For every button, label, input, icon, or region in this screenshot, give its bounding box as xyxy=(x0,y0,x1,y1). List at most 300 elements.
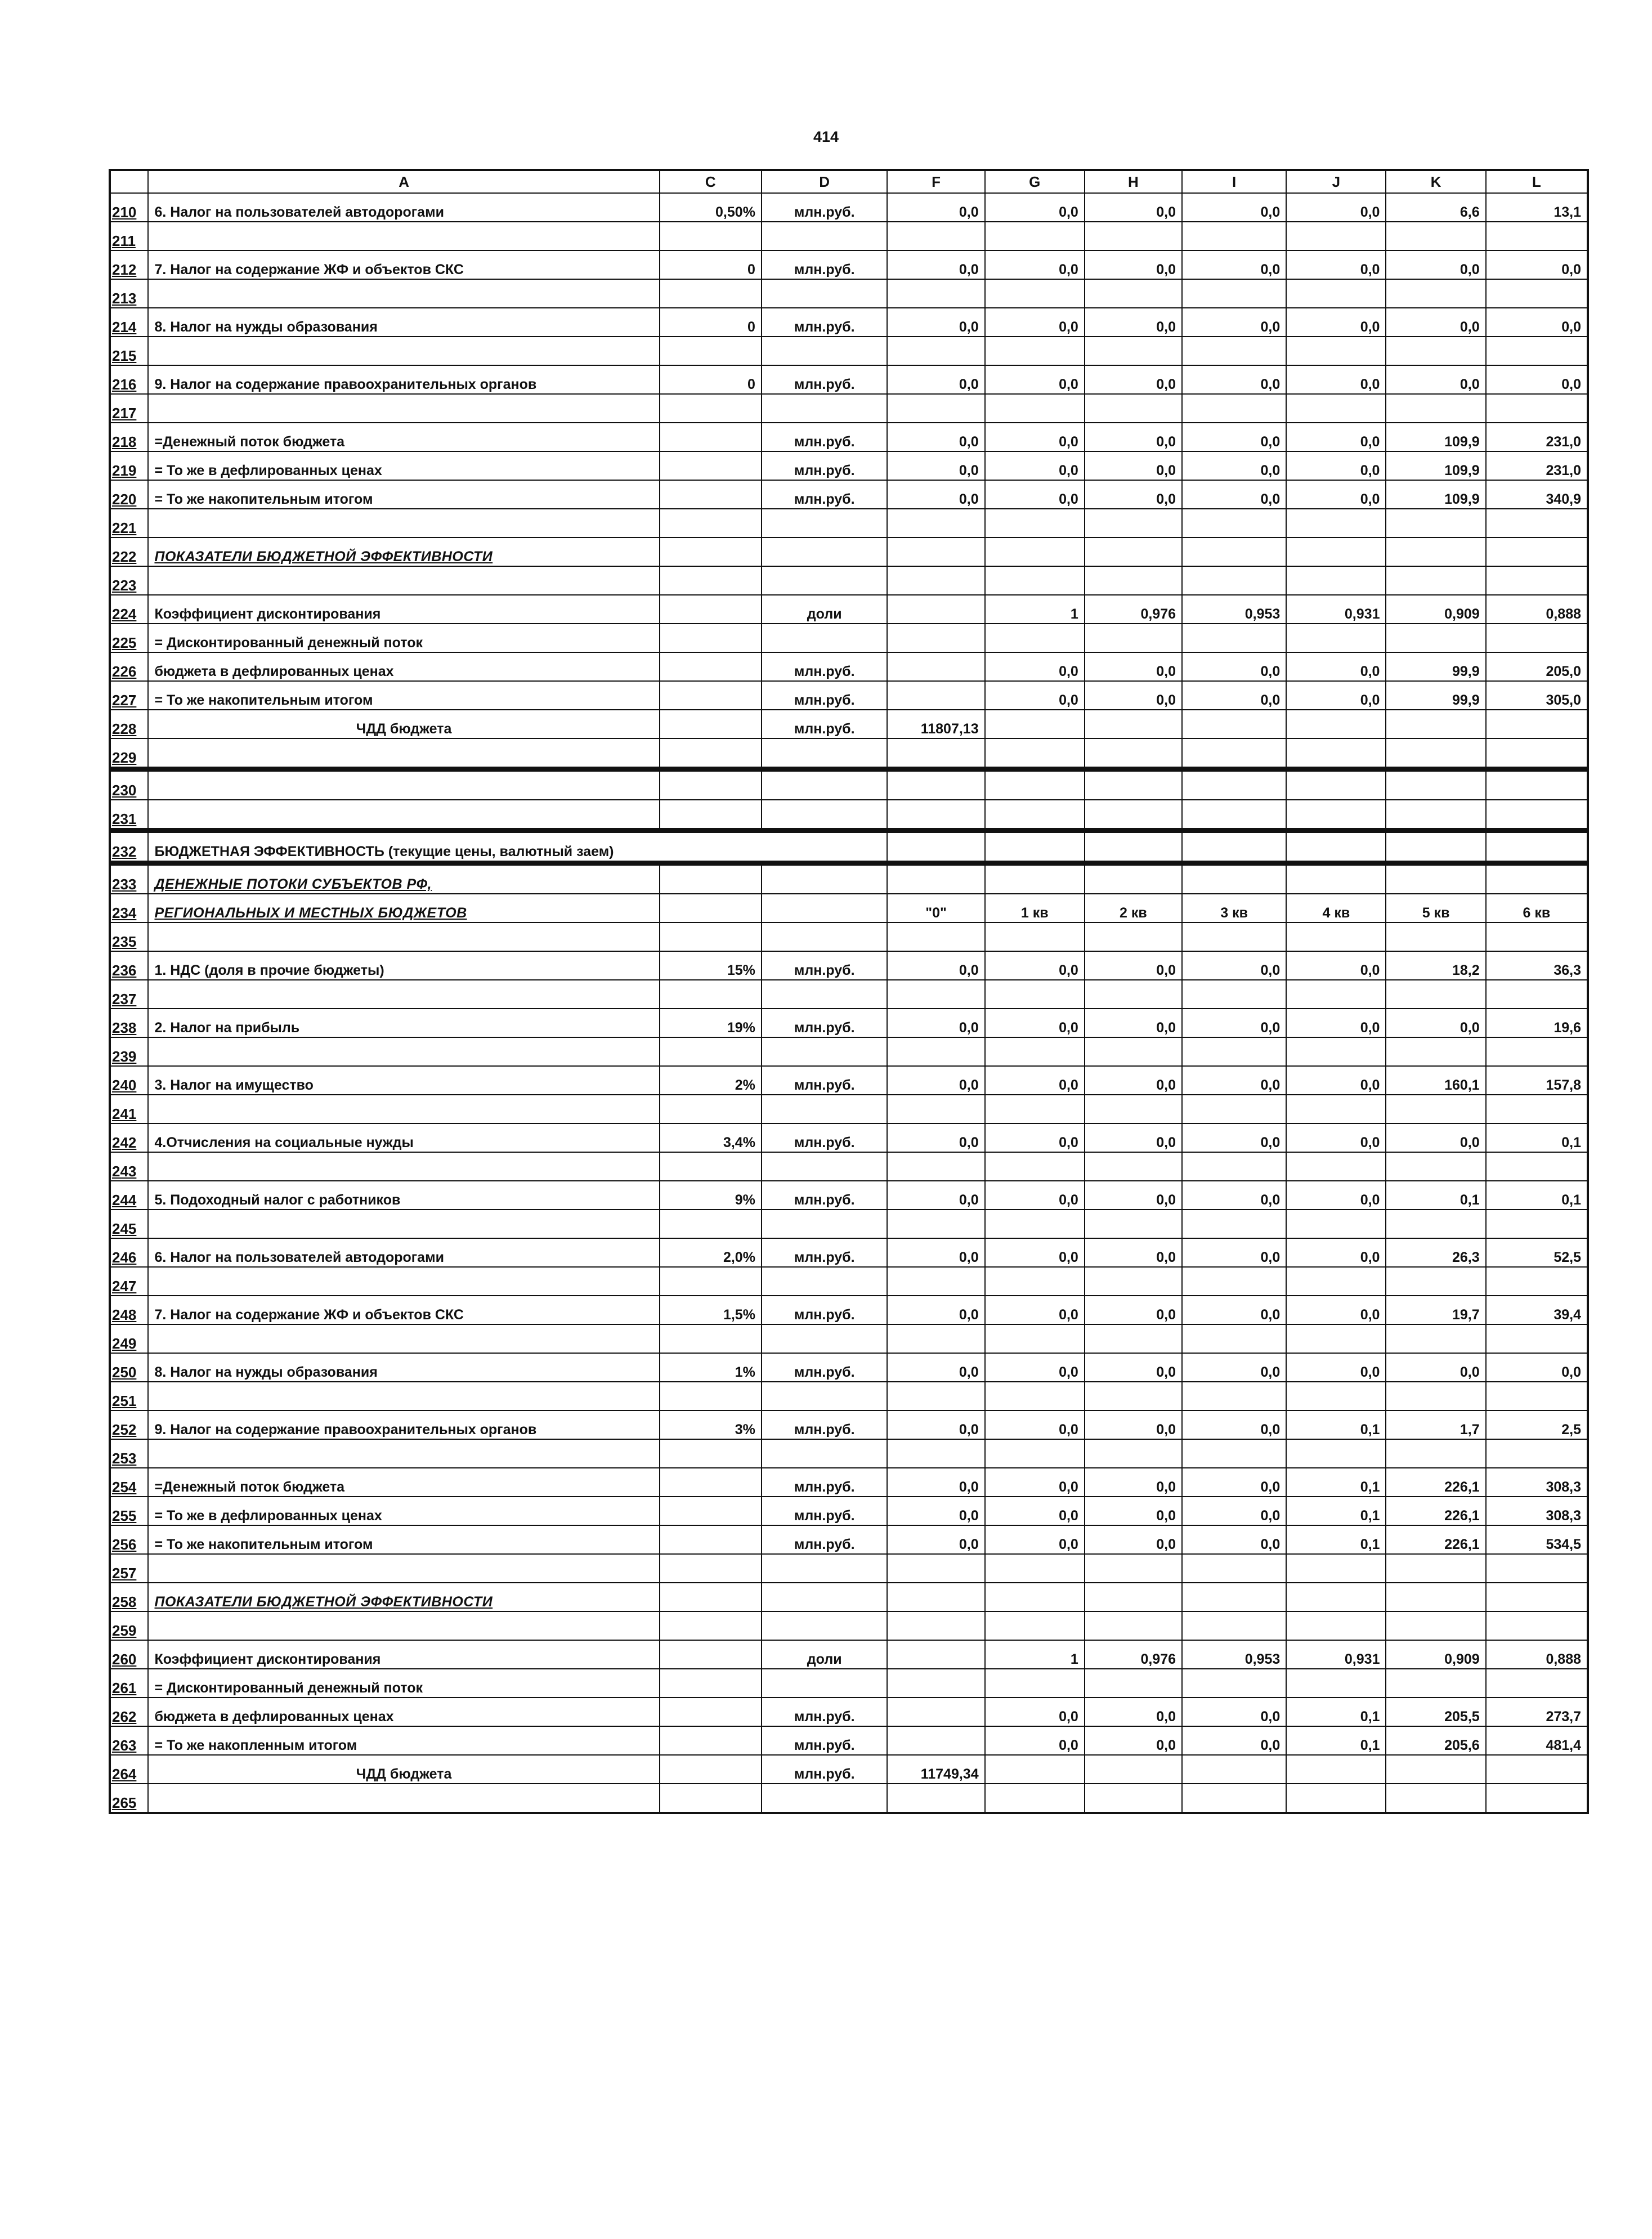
row-number[interactable]: 230 xyxy=(110,769,148,800)
value-cell[interactable]: 0,0 xyxy=(1085,652,1182,681)
value-cell[interactable] xyxy=(1286,509,1386,538)
value-cell[interactable]: 0,1 xyxy=(1286,1726,1386,1755)
rate-cell[interactable] xyxy=(660,1439,762,1468)
rate-cell[interactable] xyxy=(660,863,762,894)
value-cell[interactable] xyxy=(1286,1382,1386,1410)
row-label-cell[interactable]: = То же накопительным итогом xyxy=(148,681,659,710)
value-cell[interactable]: 0,0 xyxy=(1182,308,1286,337)
value-cell[interactable] xyxy=(887,394,984,423)
row-label-cell[interactable] xyxy=(148,1267,659,1296)
unit-cell[interactable]: млн.руб. xyxy=(762,710,888,738)
rate-cell[interactable] xyxy=(660,769,762,800)
value-cell[interactable]: 0,0 xyxy=(1286,1123,1386,1152)
value-cell[interactable]: 0,0 xyxy=(887,1066,984,1095)
unit-cell[interactable] xyxy=(762,1267,888,1296)
row-number[interactable]: 229 xyxy=(110,738,148,769)
value-cell[interactable] xyxy=(1486,831,1588,863)
value-cell[interactable]: 0,0 xyxy=(1386,1123,1485,1152)
rate-cell[interactable] xyxy=(660,1324,762,1353)
value-cell[interactable]: 0,0 xyxy=(1286,423,1386,451)
value-cell[interactable] xyxy=(1182,738,1286,769)
row-label-cell[interactable]: 3. Налог на имущество xyxy=(148,1066,659,1095)
value-cell[interactable]: 0,1 xyxy=(1286,1410,1386,1439)
value-cell[interactable] xyxy=(1386,738,1485,769)
unit-cell[interactable]: млн.руб. xyxy=(762,1497,888,1525)
row-label-cell[interactable]: = То же в дефлированных ценах xyxy=(148,451,659,480)
value-cell[interactable]: 0,0 xyxy=(985,365,1085,394)
unit-cell[interactable] xyxy=(762,538,888,566)
rate-cell[interactable] xyxy=(660,451,762,480)
unit-cell[interactable] xyxy=(762,800,888,831)
value-cell[interactable]: 0,0 xyxy=(1286,951,1386,980)
value-cell[interactable]: 0,0 xyxy=(1085,1181,1182,1210)
value-cell[interactable] xyxy=(1085,1611,1182,1640)
value-cell[interactable]: 11807,13 xyxy=(887,710,984,738)
value-cell[interactable]: 0,0 xyxy=(1182,1296,1286,1324)
value-cell[interactable]: 0,0 xyxy=(1286,308,1386,337)
value-cell[interactable] xyxy=(1486,1583,1588,1611)
rate-cell[interactable]: 0 xyxy=(660,250,762,279)
value-cell[interactable]: 0,953 xyxy=(1182,1640,1286,1669)
row-number[interactable]: 236 xyxy=(110,951,148,980)
value-cell[interactable] xyxy=(1286,1152,1386,1181)
value-cell[interactable] xyxy=(1182,1784,1286,1813)
value-cell[interactable] xyxy=(1085,980,1182,1009)
value-cell[interactable] xyxy=(1182,1324,1286,1353)
value-cell[interactable] xyxy=(887,1669,984,1698)
value-cell[interactable]: 0,0 xyxy=(1182,652,1286,681)
value-cell[interactable] xyxy=(985,831,1085,863)
value-cell[interactable] xyxy=(887,222,984,250)
row-number[interactable]: 246 xyxy=(110,1238,148,1267)
row-label-cell[interactable]: = То же накопительным итогом xyxy=(148,1525,659,1554)
value-cell[interactable] xyxy=(1486,738,1588,769)
value-cell[interactable] xyxy=(985,566,1085,595)
value-cell[interactable]: 0,976 xyxy=(1085,595,1182,624)
value-cell[interactable]: 0,0 xyxy=(887,250,984,279)
value-cell[interactable] xyxy=(1386,1755,1485,1784)
value-cell[interactable] xyxy=(1486,337,1588,365)
rate-cell[interactable]: 0,50% xyxy=(660,193,762,222)
unit-cell[interactable] xyxy=(762,222,888,250)
rate-cell[interactable] xyxy=(660,509,762,538)
row-label-cell[interactable]: =Денежный поток бюджета xyxy=(148,1468,659,1497)
value-cell[interactable]: 0,0 xyxy=(1182,250,1286,279)
value-cell[interactable]: 308,3 xyxy=(1486,1497,1588,1525)
rate-cell[interactable]: 2% xyxy=(660,1066,762,1095)
value-cell[interactable]: 0,0 xyxy=(1386,1009,1485,1037)
value-cell[interactable] xyxy=(1286,1554,1386,1583)
row-label-cell[interactable]: 9. Налог на содержание правоохранительных органов xyxy=(148,1410,659,1439)
value-cell[interactable]: 0,0 xyxy=(1486,1353,1588,1382)
value-cell[interactable] xyxy=(887,1324,984,1353)
value-cell[interactable]: 0,0 xyxy=(1085,480,1182,509)
row-number[interactable]: 221 xyxy=(110,509,148,538)
value-cell[interactable] xyxy=(1085,509,1182,538)
rate-cell[interactable] xyxy=(660,423,762,451)
unit-cell[interactable]: млн.руб. xyxy=(762,193,888,222)
value-cell[interactable]: 0,888 xyxy=(1486,595,1588,624)
value-cell[interactable] xyxy=(985,1095,1085,1123)
column-header-k[interactable]: K xyxy=(1386,170,1485,193)
row-number[interactable]: 224 xyxy=(110,595,148,624)
value-cell[interactable] xyxy=(887,1784,984,1813)
value-cell[interactable] xyxy=(1486,1669,1588,1698)
row-number[interactable]: 258 xyxy=(110,1583,148,1611)
row-label-cell[interactable] xyxy=(148,566,659,595)
row-number[interactable]: 215 xyxy=(110,337,148,365)
row-number[interactable]: 239 xyxy=(110,1037,148,1066)
rate-cell[interactable] xyxy=(660,1095,762,1123)
value-cell[interactable] xyxy=(1286,980,1386,1009)
value-cell[interactable]: 0,0 xyxy=(1286,1238,1386,1267)
value-cell[interactable] xyxy=(1386,1611,1485,1640)
value-cell[interactable] xyxy=(1085,1669,1182,1698)
row-number[interactable]: 211 xyxy=(110,222,148,250)
value-cell[interactable]: 109,9 xyxy=(1386,451,1485,480)
value-cell[interactable] xyxy=(985,1324,1085,1353)
row-label-cell[interactable]: =Денежный поток бюджета xyxy=(148,423,659,451)
unit-cell[interactable] xyxy=(762,980,888,1009)
value-cell[interactable] xyxy=(1286,624,1386,652)
value-cell[interactable]: 0,909 xyxy=(1386,595,1485,624)
unit-cell[interactable]: млн.руб. xyxy=(762,308,888,337)
value-cell[interactable]: 0,0 xyxy=(887,1009,984,1037)
value-cell[interactable]: 0,0 xyxy=(1085,1009,1182,1037)
value-cell[interactable] xyxy=(1386,1382,1485,1410)
row-label-cell[interactable]: 8. Налог на нужды образования xyxy=(148,1353,659,1382)
value-cell[interactable] xyxy=(1085,1382,1182,1410)
value-cell[interactable] xyxy=(1182,831,1286,863)
value-cell[interactable] xyxy=(1386,1267,1485,1296)
row-label-cell[interactable]: = То же накопительным итогом xyxy=(148,480,659,509)
unit-cell[interactable] xyxy=(762,1439,888,1468)
value-cell[interactable] xyxy=(1486,538,1588,566)
value-cell[interactable] xyxy=(1182,566,1286,595)
row-label-cell[interactable] xyxy=(148,1210,659,1238)
unit-cell[interactable] xyxy=(762,1324,888,1353)
row-number[interactable]: 244 xyxy=(110,1181,148,1210)
unit-cell[interactable] xyxy=(762,1554,888,1583)
rate-cell[interactable] xyxy=(660,1382,762,1410)
value-cell[interactable] xyxy=(887,831,984,863)
value-cell[interactable] xyxy=(887,863,984,894)
corner-header-cell[interactable] xyxy=(110,170,148,193)
rate-cell[interactable] xyxy=(660,595,762,624)
value-cell[interactable] xyxy=(1286,710,1386,738)
value-cell[interactable] xyxy=(1386,1583,1485,1611)
value-cell[interactable] xyxy=(1386,1324,1485,1353)
row-number[interactable]: 262 xyxy=(110,1698,148,1726)
value-cell[interactable] xyxy=(985,337,1085,365)
value-cell[interactable] xyxy=(1486,624,1588,652)
unit-cell[interactable] xyxy=(762,1784,888,1813)
value-cell[interactable]: 52,5 xyxy=(1486,1238,1588,1267)
row-label-cell[interactable]: = То же в дефлированных ценах xyxy=(148,1497,659,1525)
value-cell[interactable] xyxy=(1386,538,1485,566)
value-cell[interactable]: 0,1 xyxy=(1486,1123,1588,1152)
value-cell[interactable]: 0,0 xyxy=(1182,1066,1286,1095)
row-label-cell[interactable] xyxy=(148,923,659,951)
rate-cell[interactable]: 3% xyxy=(660,1410,762,1439)
unit-cell[interactable]: млн.руб. xyxy=(762,1755,888,1784)
row-label-cell[interactable] xyxy=(148,1382,659,1410)
value-cell[interactable]: 0,0 xyxy=(1085,1410,1182,1439)
rate-cell[interactable]: 1,5% xyxy=(660,1296,762,1324)
value-cell[interactable] xyxy=(887,595,984,624)
value-cell[interactable]: 0,0 xyxy=(985,1123,1085,1152)
value-cell[interactable]: 0,0 xyxy=(1085,1238,1182,1267)
unit-cell[interactable] xyxy=(762,1095,888,1123)
unit-cell[interactable] xyxy=(762,738,888,769)
unit-cell[interactable]: млн.руб. xyxy=(762,250,888,279)
row-number[interactable]: 233 xyxy=(110,863,148,894)
value-cell[interactable]: 0,0 xyxy=(1286,1009,1386,1037)
value-cell[interactable] xyxy=(1386,509,1485,538)
row-number[interactable]: 241 xyxy=(110,1095,148,1123)
value-cell[interactable]: 0,1 xyxy=(1486,1181,1588,1210)
value-cell[interactable] xyxy=(1085,337,1182,365)
row-label-cell[interactable] xyxy=(148,1784,659,1813)
value-cell[interactable] xyxy=(1286,337,1386,365)
unit-cell[interactable] xyxy=(762,863,888,894)
value-cell[interactable]: 1 кв xyxy=(985,894,1085,923)
row-label-cell[interactable] xyxy=(148,1554,659,1583)
value-cell[interactable]: 0,0 xyxy=(887,1123,984,1152)
value-cell[interactable] xyxy=(1486,1784,1588,1813)
row-number[interactable]: 265 xyxy=(110,1784,148,1813)
value-cell[interactable]: 0,0 xyxy=(985,423,1085,451)
value-cell[interactable] xyxy=(887,1037,984,1066)
value-cell[interactable] xyxy=(1182,509,1286,538)
unit-cell[interactable] xyxy=(762,624,888,652)
value-cell[interactable]: 0,0 xyxy=(887,1238,984,1267)
value-cell[interactable] xyxy=(1182,1095,1286,1123)
row-number[interactable]: 227 xyxy=(110,681,148,710)
value-cell[interactable] xyxy=(1486,769,1588,800)
value-cell[interactable]: 160,1 xyxy=(1386,1066,1485,1095)
value-cell[interactable] xyxy=(1486,1037,1588,1066)
value-cell[interactable] xyxy=(1486,1611,1588,1640)
value-cell[interactable]: 0,0 xyxy=(1286,681,1386,710)
value-cell[interactable]: 0,953 xyxy=(1182,595,1286,624)
row-number[interactable]: 238 xyxy=(110,1009,148,1037)
value-cell[interactable]: 99,9 xyxy=(1386,681,1485,710)
value-cell[interactable]: 0,0 xyxy=(985,1353,1085,1382)
value-cell[interactable]: 0,0 xyxy=(1286,365,1386,394)
unit-cell[interactable] xyxy=(762,337,888,365)
row-label-cell[interactable]: 5. Подоходный налог с работников xyxy=(148,1181,659,1210)
value-cell[interactable]: 226,1 xyxy=(1386,1497,1485,1525)
value-cell[interactable]: 26,3 xyxy=(1386,1238,1485,1267)
value-cell[interactable]: 0,0 xyxy=(1085,250,1182,279)
value-cell[interactable]: "0" xyxy=(887,894,984,923)
value-cell[interactable] xyxy=(1486,800,1588,831)
value-cell[interactable] xyxy=(1286,738,1386,769)
value-cell[interactable]: 0,0 xyxy=(985,451,1085,480)
value-cell[interactable]: 0,0 xyxy=(1085,1353,1182,1382)
value-cell[interactable]: 18,2 xyxy=(1386,951,1485,980)
value-cell[interactable]: 0,0 xyxy=(1085,308,1182,337)
value-cell[interactable] xyxy=(1286,1210,1386,1238)
row-number[interactable]: 225 xyxy=(110,624,148,652)
column-header-c[interactable]: C xyxy=(660,170,762,193)
value-cell[interactable] xyxy=(1182,1382,1286,1410)
value-cell[interactable]: 0,1 xyxy=(1386,1181,1485,1210)
value-cell[interactable] xyxy=(1286,566,1386,595)
value-cell[interactable] xyxy=(1286,863,1386,894)
value-cell[interactable]: 0,0 xyxy=(887,451,984,480)
value-cell[interactable]: 0,0 xyxy=(1085,193,1182,222)
value-cell[interactable] xyxy=(887,800,984,831)
value-cell[interactable]: 205,5 xyxy=(1386,1698,1485,1726)
rate-cell[interactable] xyxy=(660,1468,762,1497)
value-cell[interactable] xyxy=(1182,1210,1286,1238)
value-cell[interactable]: 0,0 xyxy=(1182,365,1286,394)
rate-cell[interactable]: 1% xyxy=(660,1353,762,1382)
value-cell[interactable]: 0,0 xyxy=(1182,1238,1286,1267)
value-cell[interactable] xyxy=(887,1583,984,1611)
row-label-cell[interactable]: ЧДД бюджета xyxy=(148,710,659,738)
value-cell[interactable] xyxy=(1286,769,1386,800)
value-cell[interactable] xyxy=(1486,923,1588,951)
column-header-f[interactable]: F xyxy=(887,170,984,193)
value-cell[interactable] xyxy=(985,394,1085,423)
row-number[interactable]: 257 xyxy=(110,1554,148,1583)
value-cell[interactable]: 0,0 xyxy=(1386,308,1485,337)
value-cell[interactable] xyxy=(1386,222,1485,250)
row-label-cell[interactable]: ПОКАЗАТЕЛИ БЮДЖЕТНОЙ ЭФФЕКТИВНОСТИ xyxy=(148,1583,659,1611)
value-cell[interactable]: 226,1 xyxy=(1386,1525,1485,1554)
rate-cell[interactable]: 0 xyxy=(660,365,762,394)
row-label-cell[interactable]: 2. Налог на прибыль xyxy=(148,1009,659,1037)
row-number[interactable]: 219 xyxy=(110,451,148,480)
unit-cell[interactable]: доли xyxy=(762,1640,888,1669)
rate-cell[interactable] xyxy=(660,1267,762,1296)
value-cell[interactable]: 0,0 xyxy=(1182,480,1286,509)
rate-cell[interactable] xyxy=(660,394,762,423)
row-label-cell[interactable]: = То же накопленным итогом xyxy=(148,1726,659,1755)
value-cell[interactable] xyxy=(1085,710,1182,738)
value-cell[interactable]: 0,0 xyxy=(1286,250,1386,279)
value-cell[interactable] xyxy=(1486,1267,1588,1296)
row-label-cell[interactable] xyxy=(148,1152,659,1181)
value-cell[interactable] xyxy=(985,710,1085,738)
value-cell[interactable] xyxy=(1286,800,1386,831)
value-cell[interactable] xyxy=(1085,222,1182,250)
unit-cell[interactable]: млн.руб. xyxy=(762,1009,888,1037)
value-cell[interactable] xyxy=(1386,1784,1485,1813)
value-cell[interactable]: 6,6 xyxy=(1386,193,1485,222)
value-cell[interactable]: 0,0 xyxy=(985,480,1085,509)
value-cell[interactable] xyxy=(1182,1554,1286,1583)
value-cell[interactable] xyxy=(1486,394,1588,423)
value-cell[interactable] xyxy=(1386,800,1485,831)
row-number[interactable]: 248 xyxy=(110,1296,148,1324)
unit-cell[interactable]: доли xyxy=(762,595,888,624)
value-cell[interactable] xyxy=(887,1611,984,1640)
rate-cell[interactable] xyxy=(660,1611,762,1640)
column-header-h[interactable]: H xyxy=(1085,170,1182,193)
value-cell[interactable]: 0,0 xyxy=(887,480,984,509)
value-cell[interactable]: 0,0 xyxy=(985,1238,1085,1267)
value-cell[interactable]: 0,0 xyxy=(1085,451,1182,480)
value-cell[interactable]: 6 кв xyxy=(1486,894,1588,923)
value-cell[interactable] xyxy=(1085,1324,1182,1353)
unit-cell[interactable]: млн.руб. xyxy=(762,1181,888,1210)
value-cell[interactable] xyxy=(887,624,984,652)
value-cell[interactable] xyxy=(1486,1755,1588,1784)
row-label-cell[interactable]: ДЕНЕЖНЫЕ ПОТОКИ СУБЪЕКТОВ РФ, xyxy=(148,863,659,894)
value-cell[interactable]: 109,9 xyxy=(1386,423,1485,451)
row-number[interactable]: 242 xyxy=(110,1123,148,1152)
value-cell[interactable]: 11749,34 xyxy=(887,1755,984,1784)
row-number[interactable]: 232 xyxy=(110,831,148,863)
rate-cell[interactable] xyxy=(660,1784,762,1813)
value-cell[interactable]: 0,0 xyxy=(1182,1410,1286,1439)
value-cell[interactable] xyxy=(1286,1324,1386,1353)
value-cell[interactable]: 0,0 xyxy=(887,1468,984,1497)
value-cell[interactable]: 0,0 xyxy=(887,193,984,222)
value-cell[interactable]: 0,1 xyxy=(1286,1497,1386,1525)
value-cell[interactable]: 0,976 xyxy=(1085,1640,1182,1669)
rate-cell[interactable] xyxy=(660,1755,762,1784)
row-label-cell[interactable] xyxy=(148,980,659,1009)
value-cell[interactable]: 0,0 xyxy=(1286,1296,1386,1324)
row-number[interactable]: 264 xyxy=(110,1755,148,1784)
unit-cell[interactable] xyxy=(762,1583,888,1611)
rate-cell[interactable]: 15% xyxy=(660,951,762,980)
unit-cell[interactable] xyxy=(762,894,888,923)
value-cell[interactable]: 0,0 xyxy=(1286,480,1386,509)
value-cell[interactable] xyxy=(1182,769,1286,800)
unit-cell[interactable] xyxy=(762,566,888,595)
value-cell[interactable] xyxy=(985,1152,1085,1181)
value-cell[interactable] xyxy=(985,222,1085,250)
value-cell[interactable] xyxy=(1486,1324,1588,1353)
value-cell[interactable] xyxy=(1182,1037,1286,1066)
value-cell[interactable] xyxy=(1085,1037,1182,1066)
value-cell[interactable] xyxy=(1286,1267,1386,1296)
value-cell[interactable] xyxy=(985,279,1085,308)
row-label-cell[interactable] xyxy=(148,1324,659,1353)
value-cell[interactable]: 5 кв xyxy=(1386,894,1485,923)
value-cell[interactable]: 36,3 xyxy=(1486,951,1588,980)
rate-cell[interactable] xyxy=(660,279,762,308)
column-header-j[interactable]: J xyxy=(1286,170,1386,193)
value-cell[interactable] xyxy=(1182,923,1286,951)
value-cell[interactable] xyxy=(1386,566,1485,595)
value-cell[interactable]: 0,0 xyxy=(887,1410,984,1439)
value-cell[interactable]: 0,0 xyxy=(1486,365,1588,394)
rate-cell[interactable] xyxy=(660,222,762,250)
rate-cell[interactable]: 19% xyxy=(660,1009,762,1037)
row-label-cell[interactable] xyxy=(148,769,659,800)
value-cell[interactable] xyxy=(887,1640,984,1669)
value-cell[interactable] xyxy=(1386,1210,1485,1238)
value-cell[interactable]: 0,0 xyxy=(1286,1353,1386,1382)
row-label-cell[interactable] xyxy=(148,394,659,423)
value-cell[interactable] xyxy=(985,509,1085,538)
value-cell[interactable] xyxy=(1085,1784,1182,1813)
value-cell[interactable]: 0,0 xyxy=(1386,1353,1485,1382)
value-cell[interactable] xyxy=(1486,710,1588,738)
value-cell[interactable]: 0,0 xyxy=(1085,1468,1182,1497)
value-cell[interactable]: 0,0 xyxy=(887,951,984,980)
rate-cell[interactable] xyxy=(660,566,762,595)
value-cell[interactable]: 0,0 xyxy=(985,652,1085,681)
value-cell[interactable]: 13,1 xyxy=(1486,193,1588,222)
